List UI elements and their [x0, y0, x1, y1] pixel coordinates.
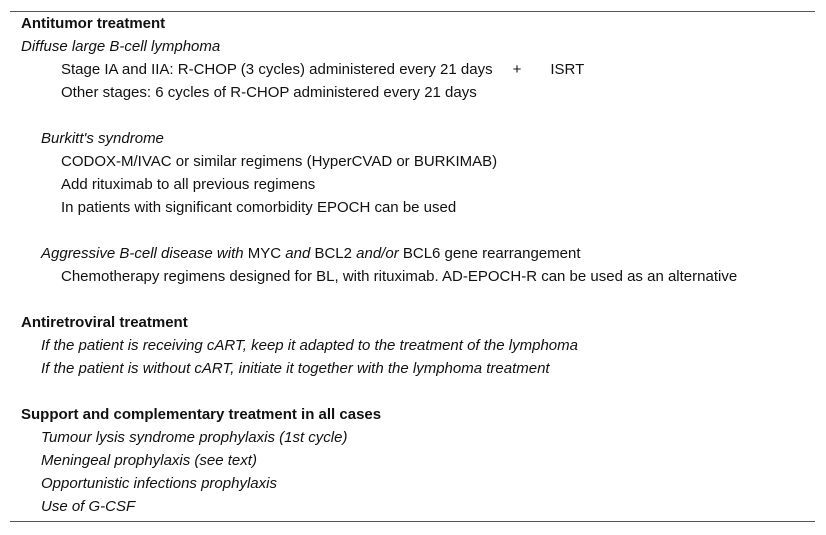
burkitt-item: In patients with significant comorbidity EPOCH can be used [61, 199, 457, 216]
support-heading: Support and complementary treatment in all cases [21, 406, 382, 423]
support-item: Meningeal prophylaxis (see text) [41, 452, 257, 469]
burkitt-title: Burkitt's syndrome [41, 130, 164, 147]
burkitt-item: CODOX-M/IVAC or similar regimens (HyperCVAD or BURKIMAB) [61, 153, 498, 170]
aggressive-title-and: and [285, 245, 311, 262]
antiretroviral-item: If the patient is without cART, initiate it together with the lymphoma treatment [41, 360, 550, 377]
dlbcl-other-stages: Other stages: 6 cycles of R-CHOP administered every 21 days [61, 84, 477, 101]
aggressive-title-andor: and/or [356, 245, 399, 262]
antiretroviral-heading: Antiretroviral treatment [21, 314, 188, 331]
antiretroviral-item: If the patient is receiving cART, keep it adapted to the treatment of the lymphoma [41, 337, 578, 354]
plus-sign: + [512, 61, 522, 78]
isrt-label: ISRT [550, 61, 585, 78]
support-item: Tumour lysis syndrome prophylaxis (1st cycle) [41, 429, 348, 446]
aggressive-title-rest: BCL6 gene rearrangement [398, 245, 581, 262]
aggressive-title-myc: MYC [243, 245, 286, 262]
support-item: Use of G-CSF [41, 498, 136, 515]
treatment-table [10, 11, 815, 522]
aggressive-title-bcl2: BCL2 [310, 245, 357, 262]
antitumor-heading: Antitumor treatment [21, 15, 166, 32]
dlbcl-stage-early: Stage IA and IIA: R-CHOP (3 cycles) administered every 21 days [61, 61, 493, 78]
burkitt-item: Add rituximab to all previous regimens [61, 176, 316, 193]
aggressive-title [41, 242, 580, 265]
support-item: Opportunistic infections prophylaxis [41, 475, 277, 492]
dlbcl-title: Diffuse large B-cell lymphoma [21, 38, 221, 55]
dlbcl-stage-early-row [61, 58, 584, 81]
aggressive-title-part1: Aggressive B-cell disease with [41, 245, 244, 262]
aggressive-item: Chemotherapy regimens designed for BL, with rituximab. AD-EPOCH-R can be used as an alternative [61, 268, 738, 285]
